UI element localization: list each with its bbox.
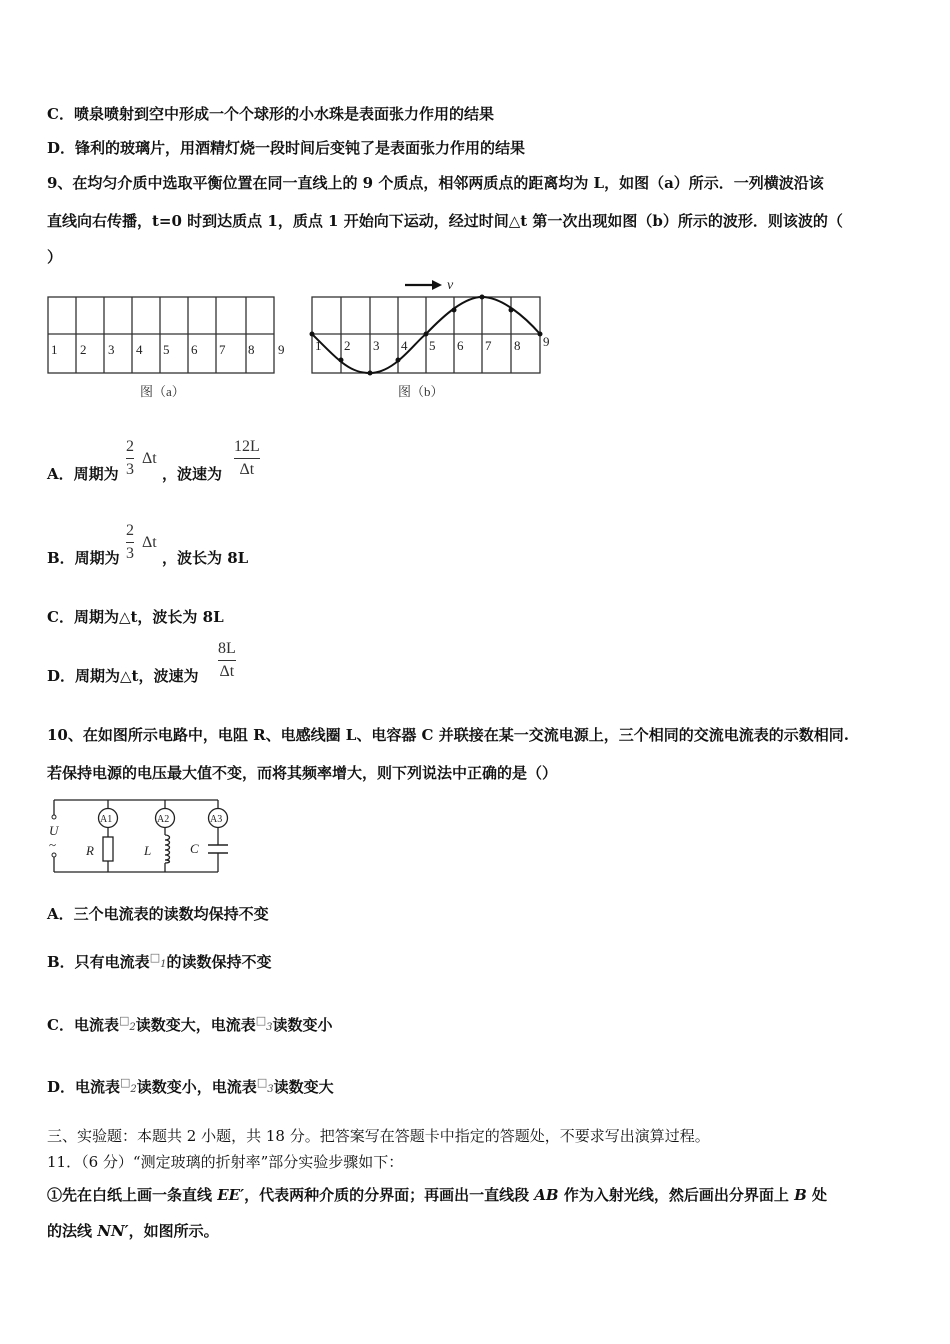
ammeter-subscript: 1	[160, 959, 167, 970]
missing-glyph: □	[120, 1076, 131, 1089]
q9-option-c: C．周期为△t，波长为 8L	[47, 608, 224, 626]
figure-a-grid	[48, 297, 274, 373]
ammeter-subscript: 3	[267, 1084, 274, 1095]
fraction-numerator: 12L	[234, 438, 260, 455]
section3-title: 三、实验题：本题共 2 小题，共 18 分。把答案写在答题卡中指定的答题处，不要求写出演算过程。	[47, 1127, 710, 1145]
point-label-b-7: 7	[485, 338, 492, 353]
q11-heading: 11．（6 分）“测定玻璃的折射率”部分实验步骤如下：	[47, 1153, 404, 1171]
point-label-b-6: 6	[457, 338, 464, 353]
q9-option-b-suffix: ，波长为 8L	[162, 549, 249, 567]
q9-option-a-middle: ，波速为	[162, 465, 223, 483]
point-label-a-8: 8	[248, 342, 255, 357]
q10-stem-line1: 10、在如图所示电路中，电阻 R、电感线圈 L、电容器 C 并联接在某一交流电源上，三个相同的交流电流表的示数相同.	[47, 726, 849, 744]
arrowhead-icon	[432, 280, 442, 290]
q10-stem-line2: 若保持电源的电压最大值不变，而将其频率增大，则下列说法中正确的是（）	[47, 764, 558, 782]
missing-glyph: □	[255, 1014, 267, 1027]
point-label-b-4: 4	[401, 338, 408, 353]
fraction-denominator: 3	[126, 545, 134, 562]
figure-b-caption: 图（b）	[398, 384, 444, 399]
q9-option-d-prefix: D．周期为△t，波速为	[47, 667, 199, 685]
q10-option-a: A．三个电流表的读数均保持不变	[47, 905, 269, 923]
capacitor-label: C	[190, 841, 199, 856]
point-label-a-9: 9	[278, 342, 285, 357]
point-label-b-9: 9	[543, 334, 550, 349]
q10-option-b: B．只有电流表□1的读数保持不变	[47, 951, 272, 971]
q9-option-a-prefix: A．周期为	[47, 465, 119, 483]
q9-stem-line1: 9、在均匀介质中选取平衡位置在同一直线上的 9 个质点，相邻两质点的距离均为 L，如图（a）所示．一列横波沿该	[47, 174, 824, 192]
ammeter-a2-label: A2	[157, 814, 170, 825]
ammeter-subscript: 2	[130, 1084, 137, 1095]
velocity-label: v	[447, 278, 454, 293]
fraction-denominator: 3	[126, 461, 134, 478]
q11-step1-line2: 的法线 NN′，如图所示。	[47, 1222, 219, 1240]
terminal-icon	[52, 815, 56, 819]
inductor-icon	[165, 835, 170, 863]
q9-wave-figure	[40, 272, 570, 407]
q9-option-b-period-fraction	[126, 522, 134, 563]
q8-option-d: D．锋利的玻璃片，用酒精灯烧一段时间后变钝了是表面张力作用的结果	[47, 139, 526, 157]
q8-option-c: C．喷泉喷射到空中形成一个个球形的小水珠是表面张力作用的结果	[47, 105, 494, 123]
source-u-label: U	[49, 823, 59, 838]
q10-option-d: D．电流表□2读数变小，电流表□3读数变大	[47, 1076, 334, 1096]
fraction-numerator: 2	[126, 522, 134, 539]
point-label-a-5: 5	[163, 342, 170, 357]
terminal-icon	[52, 853, 56, 857]
delta-t-symbol: Δt	[142, 534, 157, 551]
resistor-label: R	[86, 843, 94, 858]
missing-glyph: □	[256, 1076, 268, 1089]
point-label-a-7: 7	[219, 342, 226, 357]
q10-option-c: C．电流表□2读数变大，电流表□3读数变小	[47, 1014, 333, 1034]
point-label-a-6: 6	[191, 342, 198, 357]
missing-glyph: □	[118, 1014, 130, 1027]
q9-option-a-period-fraction	[126, 438, 134, 479]
ammeter-a1-label: A1	[100, 814, 113, 825]
fraction-numerator: 8L	[218, 640, 236, 657]
q9-option-b-prefix: B．周期为	[47, 549, 120, 567]
point-label-b-1: 1	[315, 338, 322, 353]
point-label-b-5: 5	[429, 338, 436, 353]
point-label-b-2: 2	[344, 338, 351, 353]
ammeter-subscript: 2	[129, 1022, 136, 1033]
q9-option-d-speed-fraction	[218, 640, 236, 681]
point-label-a-2: 2	[80, 342, 87, 357]
point-label-a-3: 3	[108, 342, 115, 357]
q11-step1-line1: ①先在白纸上画一条直线 EE′，代表两种介质的分界面；再画出一直线段 AB 作为入射光线，然后画出分界面上 B 处	[47, 1186, 827, 1204]
point-label-b-3: 3	[373, 338, 380, 353]
ac-symbol: ~	[49, 837, 57, 852]
q10-circuit-diagram	[40, 795, 240, 877]
q9-stem-line2: 直线向右传播，t=0 时到达质点 1，质点 1 开始向下运动，经过时间△t 第一次出现如图（b）所示的波形．则该波的（	[47, 212, 843, 230]
ammeter-subscript: 3	[266, 1022, 273, 1033]
resistor-icon	[103, 837, 113, 861]
point-label-a-1: 1	[51, 342, 58, 357]
delta-t-symbol: Δt	[142, 450, 157, 467]
point-label-a-4: 4	[136, 342, 143, 357]
ammeter-a3-label: A3	[210, 814, 223, 825]
capacitor-icon	[208, 845, 228, 853]
figure-a-point-labels	[51, 342, 285, 357]
fraction-denominator: Δt	[239, 461, 255, 478]
fraction-numerator: 2	[126, 438, 134, 455]
q9-option-a-speed-fraction	[234, 438, 260, 479]
missing-glyph: □	[149, 951, 161, 964]
point-label-b-8: 8	[514, 338, 521, 353]
fraction-denominator: Δt	[219, 663, 235, 680]
q9-stem-line3: ）	[47, 248, 63, 266]
inductor-label: L	[144, 843, 152, 858]
figure-a-caption: 图（a）	[140, 384, 185, 399]
figure-b-point-labels	[315, 334, 550, 353]
